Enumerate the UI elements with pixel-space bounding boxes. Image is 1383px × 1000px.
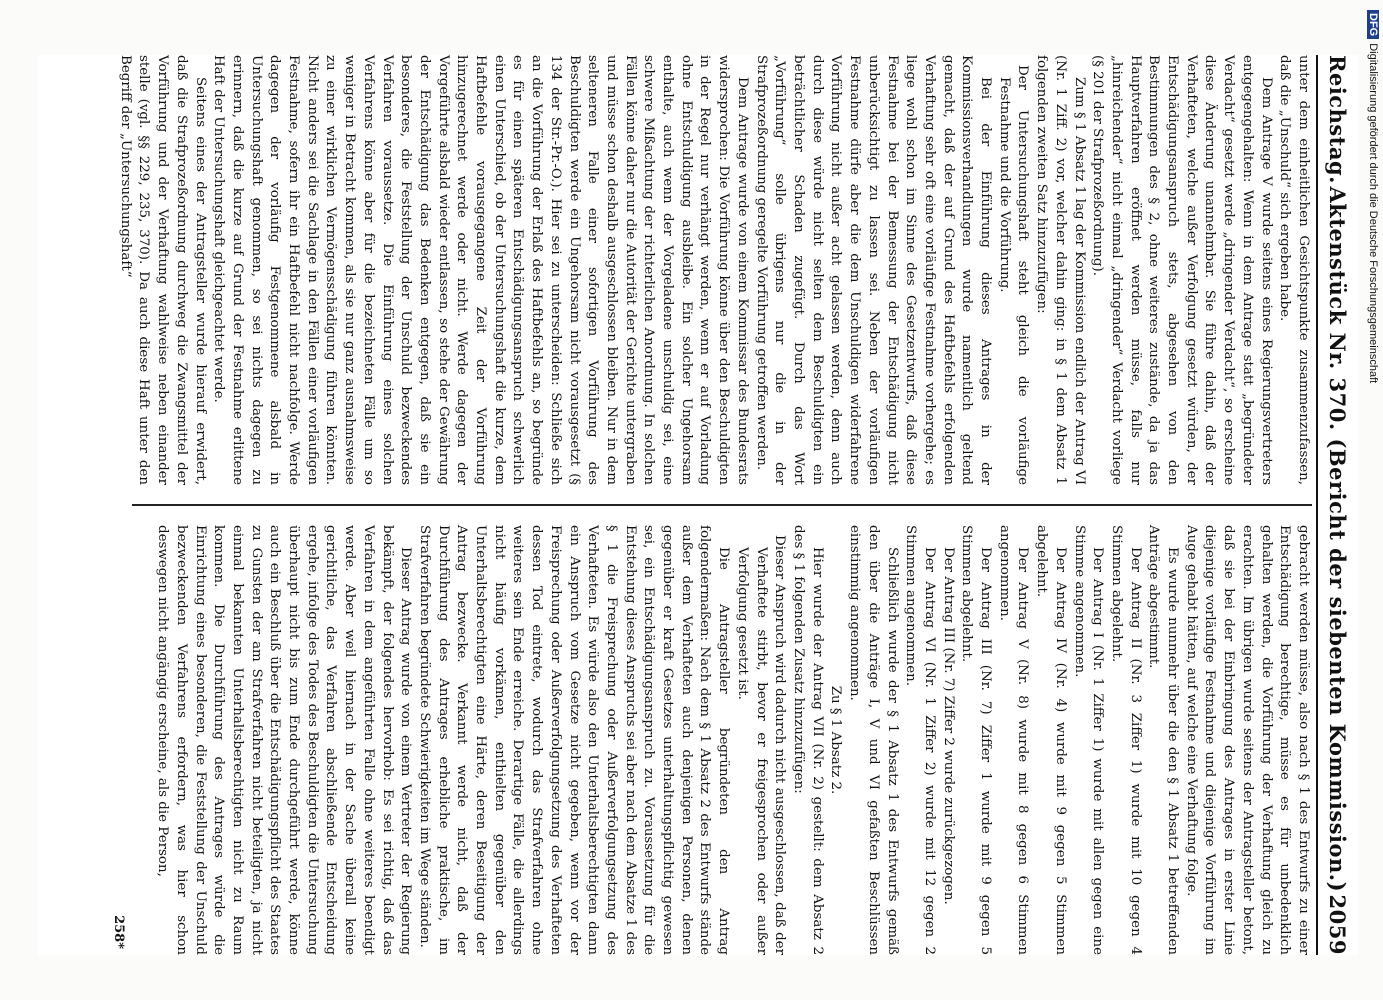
paragraph: Dieser Anspruch wird dadurch nicht ausgeschlossen, daß der Verhaftete stirbt, bevor er freigesprochen oder außer Verfolgung gesetzt ist. (734, 535, 788, 955)
paragraph: Seitens eines der Antragsteller wurde hierauf erwidert, daß die Strafprozeßordnung durchweg die Zwangsmittel der Vorführung und der Verhaftung wahlweise neben einander stelle (vgl. §§ 229, 235, 370). Da auch diese Haft unter den Begriff der „Untersuchungshaft“ (117, 55, 208, 485)
page-number: 2059 (1325, 894, 1351, 955)
paragraph: Dieser Antrag wurde von einem Vertreter der Regierung bekämpft, der folgendes hervorhob: Es sei richtig, daß das Verfahren in dem angeführten Falle ohne weiteres beendigt werde. Aber weil hiernach in der Sache überall keine gerichtliche, das Verfahren abschließende Entscheidung ergehe, infolge des Todes des Beschuldigten die Untersuchung überhaupt nicht bis zum Ende durchgeführt werde, könne auch ein Beschluß über die Entschädigungspflicht des Staates zu Gunsten der am Strafverfahren nicht beteiligten, ja nicht einmal bekannten Unterhaltsberechtigten nicht zu Raum kommen. Die Durchführung des Antrages würde die Einrichtung eines besonderen, die Feststellung der Unschuld bezweckenden Verfahrens erfordern, was hier schon deswegen nicht angängig erscheine, als die Person, (155, 525, 414, 955)
paragraph: Der Untersuchungshaft steht gleich die vorläufige Festnahme und die Vorführung. (996, 65, 1031, 485)
paragraph: Hier wurde der Antrag VII (Nr. 2) gestellt: dem Absatz 2 des § 1 folgenden Zusatz hinzuzufügen: (791, 525, 825, 955)
paragraph: unter dem einheitlichen Gesichtspunkte zusammenzufassen, daß die „Unschuld“ sich ergeben habe. (1277, 55, 1311, 485)
rotated-page-content (38, 55, 1358, 955)
paragraph: gebracht werden müsse, also nach § 1 des Entwurfs zu einer Entschädigung berechtige, müsse es für unbedenklich gehalten werden, die Vorführung der Verhaftung gleich zu erachten. Im übrigen wurde seitens der Antragsteller betont, daß sie bei der Einbringung des Antrages in erster Linie diejenige vorläufige Festnahme und diejenige Vorführung im Auge gehabt hätten, auf welche eine Verhaftung folge. (1183, 525, 1311, 955)
funding-note (1362, 10, 1382, 630)
right-column (132, 525, 1312, 955)
paragraph: Der Antrag III (Nr. 7) Ziffer 1 wurde mit 9 gegen 5 Stimmen abgelehnt. (959, 525, 994, 955)
paragraph: Bei der Einführung dieses Antrages in der Kommissionsverhandlungen wurde namentlich geltend gemacht, daß der auf Grund des Haftbefehls erfolgenden Verhaftung sehr oft eine vorläufige Festnahme vorhergehe; es liege wohl schon im Sinne des Gesetzentwurfs, daß diese Festnahme bei der Bemessung der Entschädigung nicht unberücksichtigt zu lassen sei. Neben der vorläufigen Festnahme dürfe aber die dem Unschuldigen widerfahrene Vorführung nicht außer acht gelassen werden, denn auch durch diese würde nicht selten dem Beschuldigten ein beträchtlicher Schaden zugefügt. Durch das Wort „Vorführung“ solle übrigens nur die in der Strafprozeßordnung geregelte Vorführung getroffen werden. (753, 55, 994, 485)
document-page (38, 55, 1358, 955)
paragraph: Der Antrag V (Nr. 8) wurde mit 8 gegen 6 Stimmen angenommen. (996, 525, 1031, 955)
paragraph: Schließlich wurde der § 1 Absatz 1 des Entwurfs gemäß den über die Anträge I, V und VI gefaßten Beschlüssen einstimmig angenommen. (847, 525, 900, 955)
paragraph: Der Antrag VI (Nr. 1 Ziffer 2) wurde mit 12 gegen 2 Stimmen angenommen. (903, 525, 937, 955)
paragraph: Der Antrag IV (Nr. 4) wurde mit 9 gegen 5 Stimmen abgelehnt. (1034, 525, 1068, 955)
left-column (117, 55, 1312, 485)
paragraph: Der Antrag II (Nr. 3 Ziffer 1) wurde mit 10 gegen 4 Stimmen abgelehnt. (1108, 525, 1143, 955)
paragraph: Zu § 1 Absatz 2. (828, 685, 844, 795)
paragraph: Es wurde nunmehr über die den § 1 Absatz 1 betreffenden Anträge abgestimmt. (1146, 525, 1181, 955)
paragraph: Dem Antrage V wurde seitens eines Regierungsvertreters entgegengehalten: Wenn in dem Antrage statt „begründeter Verdacht“ gesetzt werde „dringender Verdacht“, so erscheine diese Änderung unannehmbar. Sie führe dahin, daß der Verhafteten, welche außer Verfolgung gesetzt würden, der Entschädigungsanspruch stets, abgesehen von den Bestimmungen des § 2, ohne weiteres zustände, da ja das Hauptverfahren eröffnet werden müsse, falls nur „hinreichender“ nicht einmal „dringender“ Verdacht vorliege (§ 201 der Strafprozeßordnung). (1090, 55, 1274, 485)
paragraph: Die Antragsteller begründeten den Antrag folgendermaßen: Nach dem § 1 Absatz 2 des Entwurfs stände außer dem Verhafteten auch denjenigen Personen, denen gegenüber er kraft Gesetzes unterhaltungspflichtig gewesen sei, ein Entschädigungsanspruch zu. Voraussetzung für die Entstehung dieses Anspruchs sei aber nach dem Absatze 1 des § 1 die Freisprechung oder Außerverfolgungsetzung des Verhafteten. Es würde also den Unterhaltsberechtigten dann ein Anspruch vom Gesetze nicht gegeben, wenn vor der Freisprechung oder Außerverfolgungsetzung des Verhafteten dessen Tod eintrete, wodurch das Strafverfahren ohne weiteres sein Ende erreiche. Derartige Fälle, die allerdings nicht häufig vorkämen, enthielten gegenüber den Unterhaltsberechtigten eine Härte, deren Beseitigung der Antrag bezwecke. Verkannt werde nicht, daß der Durchführung des Antrages erhebliche praktische, im Strafverfahren begründete Schwierigkeiten im Wege ständen. (416, 525, 732, 955)
header-left: Reichstag. (1325, 55, 1351, 184)
dfg-logo: DFG (1367, 10, 1379, 39)
page-header (1316, 55, 1358, 955)
paragraph: Der Antrag III (Nr. 7) Ziffer 2 wurde zurückgezogen. (940, 547, 956, 905)
funding-text: Digitalisierung gefördert durch die Deutsche Forschungsgemeinschaft (1367, 43, 1379, 384)
column-divider (132, 504, 1312, 506)
header-title: Aktenstück Nr. 370. (Bericht der siebenten Kommission.) (1325, 186, 1351, 893)
paragraph: Der Antrag I (Nr. 1 Ziffer 1) wurde mit allen gegen eine Stimme angenommen. (1071, 525, 1106, 955)
sheet-number: 258* (111, 915, 126, 949)
paragraph: Dem Antrage wurde von einem Kommissar des Bundesrats widersprochen: Die Vorführung könne über den Beschuldigten in der Regel nur verhängt werden, wenn er auf Vorladung ohne Entschuldigung ausbleibe. Ein solcher Ungehorsam enthalte, auch wenn der Vorgeladene unschuldig sei, eine schwere Mißachtung der richterlichen Anordnung. In solchen Fällen könne daher nur die Autorität der Gerichte untergraben und müsse schon deshalb ausgeschlossen bleiben. Nur in dem selteneren Falle einer sofortigen Vorführung des Beschuldigten werde ein Ungehorsam nicht vorausgesetzt (§ 134 der Str.-Pr.-O.). Hier sei zu unterscheiden: Schließe sich an die Vorführung der Erlaß des Haftbefehls an, so begründe es für einen späteren Entschädigungsanspruch schwerlich einen Unterschied, ob der Untersuchungshaft die kurze, dem Haftbefehle vorausgegangene Zeit der Vorführung hinzugerechnet werde oder nicht. Werde dagegen der Vorgeführte alsbald wieder entlassen, so stehe der Gewährung der Entschädigung das Bedenken entgegen, daß sie ein besonderes, die Feststellung der Unschuld bezweckendes Verfahren voraussetze. Die Einführung eines solchen Verfahrens könne aber für die bezeichneten Fälle um so weniger in Betracht kommen, als sie nur ganz ausnahmsweise zu einer wirklichen Vermögensschädigung führen könnten. Nicht anders sei die Sachlage in den Fällen einer vorläufigen Festnahme, sofern ihr ein Haftbefehl nicht nachfolge. Werde dagegen der vorläufig Festgenommene alsbald in Untersuchungshaft genommen, so sei nichts dagegen zu erinnern, daß die kurze auf Grund der Festnahme erlittene Haft der Untersuchungshaft gleichgeachtet werde. (211, 55, 750, 485)
paragraph: Zum § 1 Absatz 1 lag der Kommission endlich der Antrag VI (Nr. 1 Ziff. 2) vor, welcher dahin ging: in § 1 dem Absatz 1 folgenden zweiten Satz hinzuzufügen: (1034, 55, 1087, 485)
